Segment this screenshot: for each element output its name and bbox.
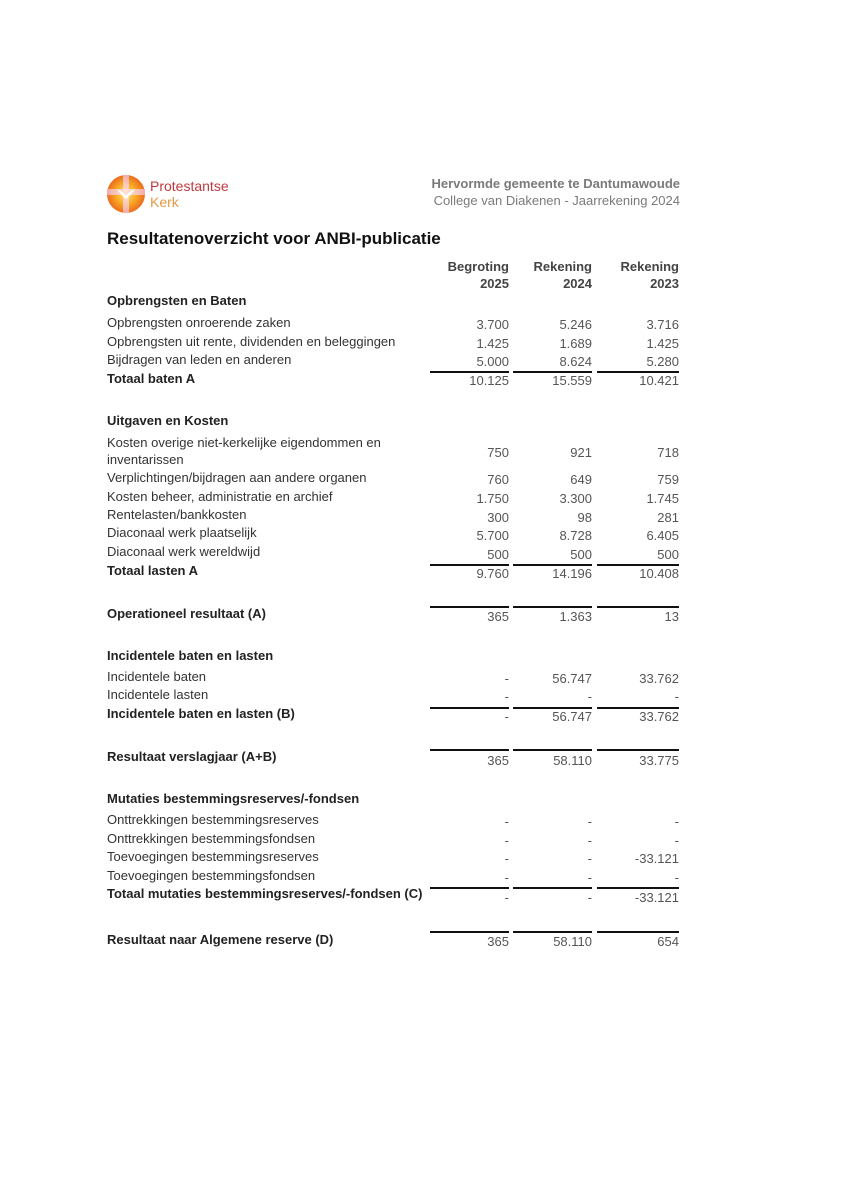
total-label: Operationeel resultaat (A): [107, 606, 266, 621]
logo-text-protestantse: Protestantse: [150, 178, 229, 194]
value-rekening-2024: -: [587, 851, 592, 866]
value-rekening-2023: 13: [664, 609, 679, 624]
value-rekening-2024: 649: [570, 472, 592, 487]
column-header-line2: 2024: [563, 276, 592, 291]
value-rekening-2023: 1.425: [646, 336, 679, 351]
section-heading: [0, 791, 849, 807]
protestantse-kerk-logo-icon: [106, 174, 146, 214]
table-row: [0, 434, 849, 467]
table-row: [0, 831, 849, 847]
total-row: [0, 563, 849, 579]
value-rekening-2023: -: [674, 870, 679, 885]
section-heading: [0, 293, 849, 309]
value-rekening-2024: -: [587, 890, 592, 905]
value-rekening-2024: -: [587, 833, 592, 848]
value-rekening-2023: 33.762: [639, 709, 679, 724]
value-rekening-2023: 6.405: [646, 528, 679, 543]
total-row: [0, 886, 849, 905]
section-heading: [0, 648, 849, 664]
column-header-line1: Rekening: [533, 259, 592, 274]
value-begroting-2025: 5.000: [476, 354, 509, 369]
value-rekening-2024: 58.110: [553, 753, 592, 768]
value-rekening-2024: 3.300: [559, 491, 592, 506]
value-begroting-2025: -: [504, 814, 509, 829]
value-begroting-2025: 750: [487, 445, 509, 460]
total-label: Incidentele baten en lasten (B): [107, 706, 295, 721]
row-label: Bijdragen van leden en anderen: [107, 352, 292, 367]
total-label: Totaal mutaties bestemmingsreserves/-fondsen (C): [107, 886, 423, 901]
column-header-line2: 2025: [480, 276, 509, 291]
row-label: Toevoegingen bestemmingsreserves: [107, 849, 319, 864]
total-label: Totaal lasten A: [107, 563, 199, 578]
value-begroting-2025: 3.700: [476, 317, 509, 332]
value-begroting-2025: 365: [487, 609, 509, 624]
logo-text-kerk: Kerk: [150, 194, 179, 210]
table-row: [0, 525, 849, 541]
table-row: [0, 334, 849, 350]
row-label: Kosten beheer, administratie en archief: [107, 489, 333, 504]
value-begroting-2025: -: [504, 890, 509, 905]
value-begroting-2025: 500: [487, 547, 509, 562]
value-rekening-2023: 10.421: [639, 373, 679, 388]
table-row: [0, 489, 849, 505]
value-rekening-2024: 500: [570, 547, 592, 562]
row-label: Opbrengsten uit rente, dividenden en beleggingen: [107, 334, 396, 349]
value-begroting-2025: 365: [487, 934, 509, 949]
value-rekening-2023: 33.762: [639, 671, 679, 686]
value-rekening-2023: 281: [657, 510, 679, 525]
table-row: [0, 315, 849, 331]
value-begroting-2025: -: [504, 671, 509, 686]
table-row: [0, 544, 849, 560]
total-row: [0, 606, 849, 622]
section-heading-label: Uitgaven en Kosten: [107, 413, 229, 428]
table-row: [0, 812, 849, 828]
column-header-rekening-2024: [513, 258, 592, 292]
value-begroting-2025: 760: [487, 472, 509, 487]
value-rekening-2023: 10.408: [639, 566, 679, 581]
row-label: Opbrengsten onroerende zaken: [107, 315, 291, 330]
row-label: Onttrekkingen bestemmingsfondsen: [107, 831, 316, 846]
value-rekening-2024: 98: [577, 510, 592, 525]
value-rekening-2023: 33.775: [639, 753, 679, 768]
table-row: [0, 470, 849, 486]
value-rekening-2024: 14.196: [552, 566, 592, 581]
row-label: Onttrekkingen bestemmingsreserves: [107, 812, 319, 827]
table-row: [0, 352, 849, 368]
value-begroting-2025: -: [504, 851, 509, 866]
value-begroting-2025: -: [504, 709, 509, 724]
value-begroting-2025: 300: [487, 510, 509, 525]
section-heading: [0, 413, 849, 429]
section-heading-label: Mutaties bestemmingsreserves/-fondsen: [107, 791, 360, 806]
total-row: [0, 371, 849, 387]
value-rekening-2024: 15.559: [552, 373, 592, 388]
value-rekening-2023: -: [674, 833, 679, 848]
total-row: [0, 932, 849, 948]
value-rekening-2024: -: [587, 689, 592, 704]
column-header-begroting-2025: [430, 258, 509, 292]
value-begroting-2025: 365: [487, 753, 509, 768]
total-label: Resultaat naar Algemene reserve (D): [107, 932, 334, 947]
value-rekening-2023: -: [674, 814, 679, 829]
value-begroting-2025: 5.700: [476, 528, 509, 543]
row-label: Kosten overige niet-kerkelijke eigendommen en inventarissen: [107, 435, 381, 467]
value-begroting-2025: 1.425: [476, 336, 509, 351]
value-rekening-2024: -: [587, 814, 592, 829]
value-rekening-2024: 1.363: [559, 609, 592, 624]
value-begroting-2025: -: [504, 833, 509, 848]
value-rekening-2023: -33.121: [634, 890, 679, 905]
value-begroting-2025: 9.760: [476, 566, 509, 581]
table-row: [0, 687, 849, 703]
value-rekening-2024: 921: [570, 445, 592, 460]
value-rekening-2023: 759: [657, 472, 679, 487]
value-rekening-2024: 8.624: [559, 354, 592, 369]
value-rekening-2024: 1.689: [559, 336, 592, 351]
column-header-line1: Begroting: [447, 259, 509, 274]
row-label: Verplichtingen/bijdragen aan andere organen: [107, 470, 367, 485]
value-begroting-2025: -: [504, 870, 509, 885]
total-label: Totaal baten A: [107, 371, 196, 386]
row-label: Diaconaal werk wereldwijd: [107, 544, 261, 559]
total-label: Resultaat verslagjaar (A+B): [107, 749, 277, 764]
table-row: [0, 868, 849, 884]
table-row: [0, 507, 849, 523]
value-rekening-2023: 500: [657, 547, 679, 562]
row-label: Diaconaal werk plaatselijk: [107, 525, 257, 540]
column-header-line1: Rekening: [620, 259, 679, 274]
document-subtitle: College van Diakenen - Jaarrekening 2024: [433, 193, 680, 208]
value-rekening-2023: 3.716: [646, 317, 679, 332]
row-label: Rentelasten/bankkosten: [107, 507, 247, 522]
column-header-rekening-2023: [597, 258, 679, 292]
value-rekening-2024: 56.747: [552, 709, 592, 724]
section-heading-label: Incidentele baten en lasten: [107, 648, 274, 663]
row-label: Toevoegingen bestemmingsfondsen: [107, 868, 316, 883]
row-label: Incidentele baten: [107, 669, 207, 684]
table-row: [0, 669, 849, 685]
value-rekening-2024: 8.728: [559, 528, 592, 543]
value-rekening-2023: -33.121: [634, 851, 679, 866]
total-row: [0, 706, 849, 722]
total-row: [0, 749, 849, 768]
value-rekening-2023: 5.280: [646, 354, 679, 369]
value-begroting-2025: 1.750: [476, 491, 509, 506]
organization-name: Hervormde gemeente te Dantumawoude: [431, 176, 680, 191]
value-rekening-2023: 718: [657, 445, 679, 460]
value-rekening-2023: 1.745: [646, 491, 679, 506]
value-rekening-2023: 654: [657, 934, 679, 949]
section-heading-label: Opbrengsten en Baten: [107, 293, 247, 308]
value-rekening-2024: 5.246: [559, 317, 592, 332]
value-rekening-2024: -: [587, 870, 592, 885]
value-rekening-2023: -: [674, 689, 679, 704]
row-label: Incidentele lasten: [107, 687, 209, 702]
column-header-line2: 2023: [650, 276, 679, 291]
value-begroting-2025: 10.125: [469, 373, 509, 388]
value-rekening-2024: 58.110: [553, 934, 592, 949]
table-row: [0, 849, 849, 865]
value-begroting-2025: -: [504, 689, 509, 704]
page-title: Resultatenoverzicht voor ANBI-publicatie: [107, 229, 441, 248]
value-rekening-2024: 56.747: [552, 671, 592, 686]
